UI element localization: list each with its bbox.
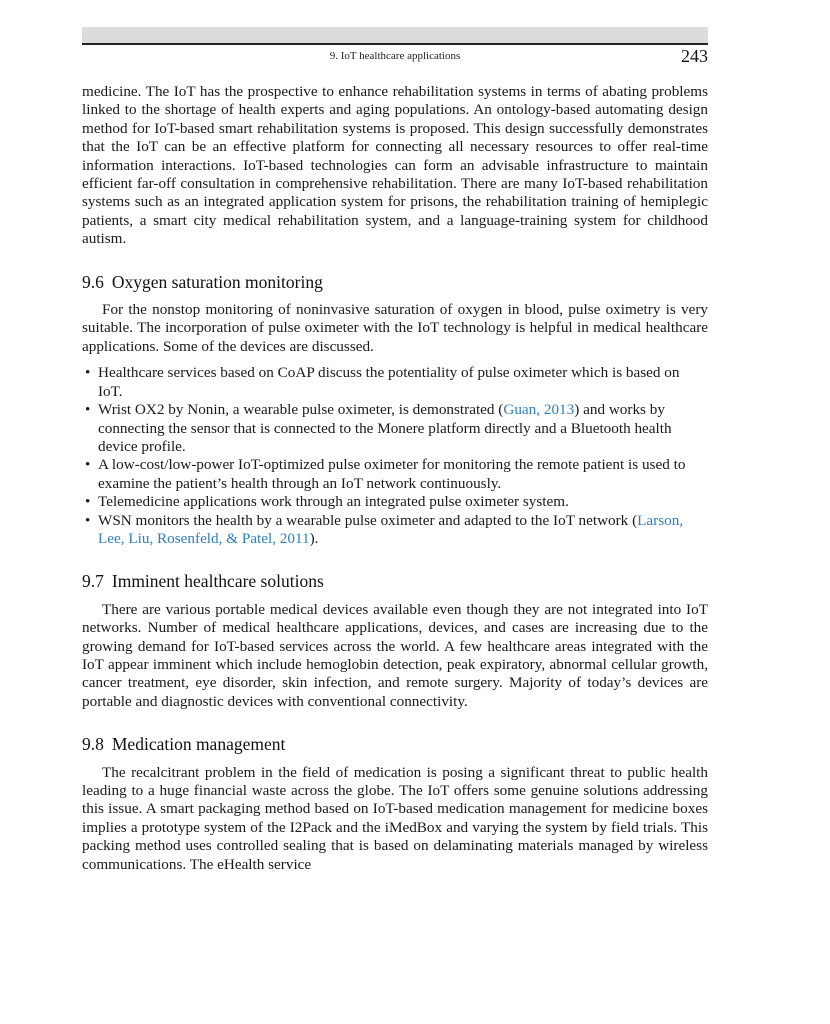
list-item-text: ). — [309, 529, 319, 547]
section-title: Medication management — [111, 734, 286, 755]
section-paragraph: There are various portable medical devices available even though they are not integrated into IoT networks. Number of medical healthcare applications, devices, and cases are increasing due to the growing demand for IoT-based services across the world. A few healthcare areas integrated with the IoT appear imminent which include hemoglobin detection, peak expiratory, abnormal cellular growth, cancer treatment, eye disorder, skin infection, and remote surgery. Majority of today’s devices are portable and diagnostic devices with conventional connectivity. — [82, 600, 708, 710]
list-item-text: Telemedicine applications work through an integrated pulse oximeter system. — [98, 493, 569, 511]
list-item-text: Healthcare services based on CoAP discuss the potentiality of pulse oximeter which is based on IoT. — [98, 364, 680, 400]
list-item-text: Wrist OX2 by Nonin, a wearable pulse oximeter, is demonstrated ( — [98, 401, 504, 419]
header-bar — [82, 27, 708, 45]
list-item — [82, 512, 708, 549]
section-title: Oxygen saturation monitoring — [111, 271, 323, 292]
bullet-icon: • — [85, 511, 91, 529]
section-paragraph: For the nonstop monitoring of noninvasive saturation of oxygen in blood, pulse oximetry is very suitable. The incorporation of pulse oximeter with the IoT technology is helpful in medical healthcare applications. Some of the devices are discussed. — [82, 301, 708, 355]
citation-link[interactable]: Larson, Lee, Liu, Rosenfeld, & Patel, 2011 — [98, 511, 684, 547]
bullet-icon: • — [85, 456, 91, 474]
section-heading-9-8 — [82, 735, 708, 753]
list-item — [82, 456, 708, 493]
list-item-text: ) and works by connecting the sensor that is connected to the Monere platform directly and a Bluetooth health device profile. — [98, 401, 672, 455]
list-item-text: WSN monitors the health by a wearable pulse oximeter and adapted to the IoT network ( — [98, 511, 638, 529]
list-item-text: A low-cost/low-power IoT-optimized pulse oximeter for monitoring the remote patient is used to examine the patient’s health through an IoT network continuously. — [98, 456, 686, 492]
bullet-list — [82, 364, 708, 548]
page-number: 243 — [681, 46, 708, 66]
section-number: 9.7 — [82, 571, 104, 592]
list-item — [82, 364, 708, 401]
citation-link[interactable]: Guan, 2013 — [503, 401, 575, 419]
list-item — [82, 493, 708, 511]
intro-paragraph: medicine. The IoT has the prospective to enhance rehabilitation systems in terms of abating problems linked to the shortage of health experts and aging populations. An ontology-based automating design method for IoT-based smart rehabilitation systems is proposed. This design successfully demonstrates that the IoT can be an effective platform for connecting all necessary resources to offer real-time information interactions. IoT-based technologies can form an advisable infrastructure to maintain efficient far-off consultation in comprehensive rehabilitation. There are many IoT-based rehabilitation systems such as an integrated application system for prisons, the rehabilitation training of hemiplegic patients, a smart city medical rehabilitation system, and a language-training system for childhood autism. — [82, 83, 708, 248]
section-heading-9-6 — [82, 273, 708, 291]
running-title: 9. IoT healthcare applications — [329, 50, 461, 62]
list-item — [82, 401, 708, 456]
section-heading-9-7 — [82, 572, 708, 590]
book-page — [82, 27, 708, 874]
section-title: Imminent healthcare solutions — [111, 571, 324, 592]
bullet-icon: • — [85, 364, 91, 382]
bullet-icon: • — [85, 493, 91, 511]
section-paragraph: The recalcitrant problem in the field of medication is posing a significant threat to public health leading to a huge financial waste across the globe. The IoT offers some genuine solutions addressing this issue. A smart packaging method based on IoT-based medication management for medicine boxes implies a prototype system of the I2Pack and the iMedBox and varying the system by field trials. This packing method uses controlled sealing that is based on delaminating materials managed by wireless communications. The eHealth service — [82, 763, 708, 873]
bullet-icon: • — [85, 401, 91, 419]
running-head — [82, 45, 708, 71]
section-number: 9.8 — [82, 734, 104, 755]
section-number: 9.6 — [82, 271, 104, 292]
page-content — [82, 83, 708, 874]
